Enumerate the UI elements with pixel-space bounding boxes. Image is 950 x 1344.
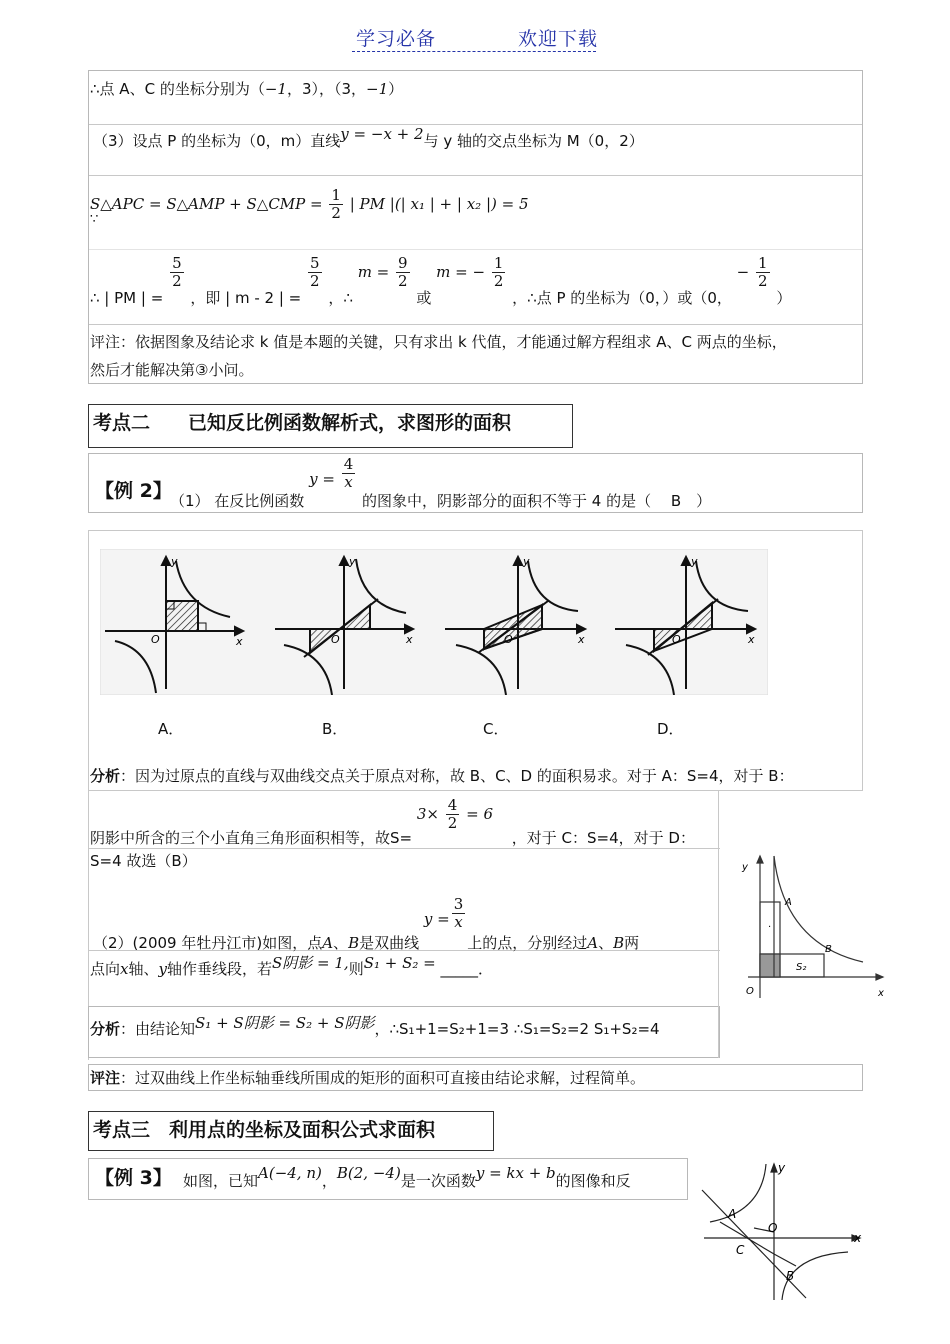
fig2-y: y	[742, 862, 748, 873]
svg-text:x: x	[578, 633, 585, 646]
fig3-a: A	[728, 1207, 737, 1221]
example-2-label: 【例 2】	[95, 480, 172, 502]
fig2-s2: S₂	[796, 962, 807, 973]
options-figure	[100, 549, 768, 695]
graph-a-axis-y: y	[171, 555, 178, 568]
fig2-a: A	[785, 897, 792, 908]
fig3-x: x	[854, 1231, 862, 1245]
svg-text:y: y	[523, 555, 530, 568]
header-right: 欢迎下载	[518, 28, 599, 50]
svg-text:·: ·	[768, 922, 772, 933]
example-2-question: （1） 在反比例函数 y = $\frac{4}{x}$ 的图象中，阴影部分的面积不等于 4 的是（ B ）	[170, 455, 712, 510]
header-left: 学习必备	[356, 28, 437, 50]
option-b: B．	[322, 720, 348, 738]
graph-a-origin: O	[151, 633, 160, 646]
coords-line: ∴点 A、C 的坐标分别为（−1，3），（3，−1）	[90, 80, 404, 98]
fig3-c: C	[736, 1243, 745, 1257]
heading-kaodian-2: 考点二 已知反比例函数解析式，求图形的面积	[88, 404, 573, 448]
analysis-2-line: 分析：由结论知S₁ + S阴影 = S₂ + S阴影，∴S₁+1=S₂+1=3 ∴S₁=S₂=2 S₁+S₂=4	[90, 1014, 660, 1038]
heading-kaodian-3: 考点三 利用点的坐标及面积公式求面积	[88, 1111, 494, 1151]
option-c: C．	[483, 720, 509, 738]
pm-line: ∴ | PM | = $\frac{5}{2}$ ，即 | m - 2 | = $\frac{5}{2}$ ，∴ m = $\frac{9}{2}$ 或 m = − $\frac{1}{2}$ ，∴点 P 的坐标为（0，）或（0， − $\frac{1}{2}$ ）	[90, 254, 792, 307]
analysis-line-1: 分析：因为过原点的直线与双曲线交点关于原点对称，故 B、C、D 的面积易求。对于 A：S=4，对于 B：	[90, 767, 794, 785]
option-a: A．	[158, 720, 184, 738]
because-symbol: ∵	[90, 212, 99, 227]
fig3-b: B	[786, 1269, 795, 1283]
svg-text:x: x	[748, 633, 755, 646]
option-d: D．	[657, 720, 684, 738]
header-underline	[352, 51, 596, 52]
linear-hyperbola-figure	[698, 1160, 868, 1304]
remark-line: 评注：过双曲线上作坐标轴垂线所围成的矩形的面积可直接由结论求解，过程简单。	[90, 1069, 646, 1087]
line-p-coords: （3）设点 P 的坐标为（0，m）直线y = −x + 2与 y 轴的交点坐标为 M（0，2）	[93, 125, 644, 150]
question-2-line-1: （2）(2009 年牡丹江市)如图，点A、B是双曲线 y = $\frac{3}{x}$ 上的点，分别经过A、B两	[93, 895, 640, 952]
comment-line-2: 然后才能解决第③小问。	[90, 361, 254, 379]
graph-a-axis-x: x	[236, 635, 243, 648]
svg-text:O: O	[672, 633, 681, 646]
comment-line-1: 评注：依据图象及结论求 k 值是本题的关键，只有求出 k 代值，才能通过解方程组求 A、C 两点的坐标，	[90, 333, 787, 351]
example-3-label: 【例 3】	[95, 1167, 172, 1189]
area-equation: S△APC = S△AMP + S△CMP = $\frac{1}{2}$ | PM |(| x₁ | + | x₂ |) = 5	[90, 186, 529, 222]
example-3-text: 如图，已知A(−4, n)，B(2, −4)是一次函数y = kx + b的图像和反	[183, 1164, 631, 1190]
svg-text:y: y	[691, 555, 698, 568]
analysis-line-2: 阴影中所含的三个小直角三角形面积相等，故S= 3× $\frac{4}{2}$ = 6 ，对于 C：S=4，对于 D：	[90, 796, 695, 847]
fig2-o: O	[746, 986, 754, 997]
svg-text:O: O	[504, 633, 513, 646]
fig3-y: y	[778, 1161, 786, 1175]
svg-text:y: y	[349, 555, 356, 568]
analysis-line-3: S=4 故选（B）	[90, 852, 197, 870]
hyperbola-rect-figure	[728, 852, 888, 1002]
question-2-line-2: 点向x轴、y轴作垂线段，若S阴影 = 1,则S₁ + S₂ = _____．	[90, 954, 494, 978]
fig3-o: O	[768, 1221, 778, 1235]
fig2-x: x	[878, 988, 884, 999]
svg-text:O: O	[331, 633, 340, 646]
fig2-b: B	[825, 944, 832, 955]
svg-text:x: x	[406, 633, 413, 646]
